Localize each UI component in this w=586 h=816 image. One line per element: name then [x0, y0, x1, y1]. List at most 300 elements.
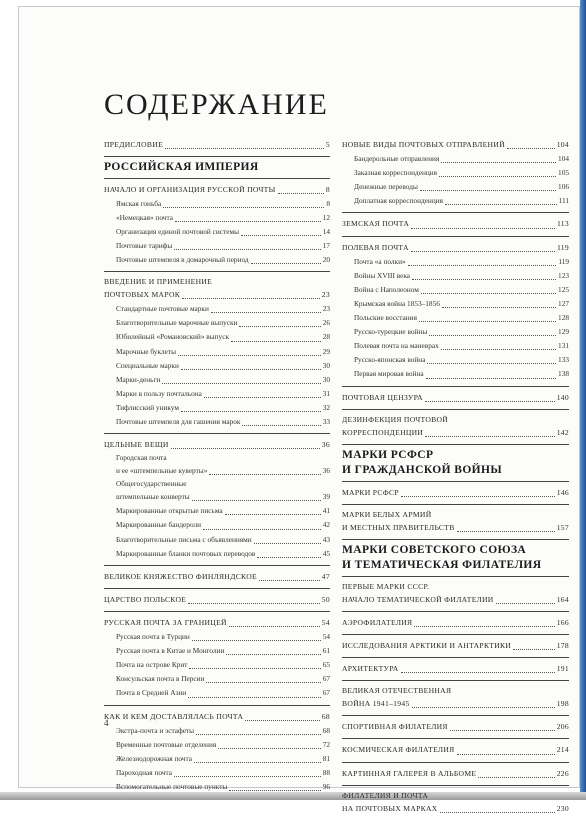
section-divider [342, 481, 569, 482]
dot-leader [188, 697, 320, 698]
toc-subentry [104, 644, 330, 658]
toc-page-number: 33 [322, 417, 330, 426]
dot-leader [251, 263, 321, 264]
toc-section-entry [104, 438, 330, 452]
toc-page-number: 111 [558, 196, 569, 206]
section-divider [104, 705, 330, 706]
toc-subentry [342, 311, 569, 325]
toc-entry-title: Благотворительные марочные выпуски [116, 318, 238, 328]
toc-subentry [104, 387, 330, 401]
toc-entry-title: Почтовые тарифы [116, 240, 173, 250]
toc-page-number: 128 [558, 313, 569, 323]
toc-entry-title: Тифлисский уникум [116, 402, 179, 412]
toc-subentry [104, 504, 330, 518]
toc-subentry [104, 345, 330, 359]
toc-entry-title: И МЕСТНЫХ ПРАВИТЕЛЬСТВ [342, 522, 455, 532]
dot-leader [412, 279, 556, 280]
toc-entry-title: НОВЫЕ ВИДЫ ПОЧТОВЫХ ОТПРАВЛЕНИЙ [342, 140, 505, 149]
toc-entry-line: ДЕЗИНФЕКЦИЯ ПОЧТОВОЙ [342, 414, 449, 424]
toc-entry-title: ЗЕМСКАЯ ПОЧТА [342, 219, 410, 229]
toc-section-entry [342, 593, 569, 607]
toc-subentry [342, 325, 569, 339]
toc-entry-title: Пароходная почта [116, 767, 173, 777]
dot-leader [231, 341, 321, 342]
toc-subentry [104, 211, 330, 225]
section-divider [342, 762, 569, 763]
toc-subentry [342, 339, 569, 353]
dot-leader [192, 640, 321, 641]
part-heading: РОССИЙСКАЯ ИМПЕРИЯ [104, 161, 259, 174]
dot-leader [408, 265, 557, 266]
toc-page-number: 140 [556, 392, 569, 402]
toc-subentry [104, 533, 330, 547]
toc-subentry [342, 367, 569, 381]
toc-entry-title: Организация единой почтовой системы [116, 226, 239, 236]
toc-page-number: 164 [556, 594, 569, 604]
dot-leader [419, 321, 556, 322]
toc-subentry [342, 283, 569, 297]
toc-page-number: 113 [556, 219, 569, 229]
toc-entry-line: ФИЛАТЕЛИЯ И ПОЧТА [342, 790, 429, 800]
toc-entry-title: Маркированные открытые письма [116, 506, 223, 516]
toc-subentry [104, 547, 330, 561]
toc-section-entry [342, 802, 569, 816]
dot-leader [411, 251, 555, 252]
dot-leader [421, 293, 556, 294]
dot-leader [218, 748, 320, 749]
toc-page-number: 96 [322, 781, 330, 791]
toc-entry-title: АРХИТЕКТУРА [342, 664, 399, 674]
dot-leader [496, 603, 555, 604]
toc-entry-title: КАК И КЕМ ДОСТАВЛЯЛАСЬ ПОЧТА [104, 711, 244, 721]
toc-section-entry [342, 391, 569, 405]
toc-subentry [342, 353, 569, 367]
part-heading: МАРКИ СОВЕТСКОГО СОЮЗА [342, 543, 527, 556]
toc-section-entry [342, 697, 569, 711]
toc-page-number: 28 [322, 332, 330, 342]
toc-subentry [104, 401, 330, 415]
dot-leader [189, 668, 320, 669]
dot-leader [188, 603, 320, 604]
toc-page-number: 54 [322, 632, 330, 642]
toc-page-number: 133 [558, 355, 569, 365]
toc-subentry [342, 297, 569, 311]
dot-leader [425, 436, 554, 437]
toc-entry-title: Маркированные бланки почтовых переводов [116, 548, 256, 558]
dot-leader [203, 529, 321, 530]
toc-page-number: 47 [321, 571, 330, 581]
toc-page-number: 30 [322, 374, 330, 384]
toc-page-number: 123 [558, 270, 569, 280]
dot-leader [175, 221, 321, 222]
toc-page-number: 61 [322, 646, 330, 656]
page-number: 4 [104, 718, 109, 728]
toc-entry-title: ЦАРСТВО ПОЛЬСКОЕ [104, 594, 187, 604]
toc-subentry [104, 780, 330, 794]
toc-subentry [104, 724, 330, 738]
toc-entry-title: АЭРОФИЛАТЕЛИЯ [342, 617, 413, 627]
part-heading: И ТЕМАТИЧЕСКАЯ ФИЛАТЕЛИЯ [342, 559, 542, 572]
toc-page-number: 36 [322, 466, 330, 476]
toc-subentry [104, 316, 330, 330]
dot-leader [429, 335, 556, 336]
toc-page-number: 119 [556, 242, 569, 252]
toc-subentry [104, 658, 330, 672]
toc-entry-title: ИССЛЕДОВАНИЯ АРКТИКИ И АНТАРКТИКИ [342, 641, 512, 651]
toc-page-number: 32 [322, 402, 330, 412]
toc-entry-title: Доплатная корреспонденция [354, 196, 443, 206]
section-divider [342, 444, 569, 445]
toc-entry-title: Временные почтовые отделения [116, 739, 217, 749]
section-divider [342, 634, 569, 635]
dot-leader [194, 762, 321, 763]
toc-subentry [342, 180, 569, 194]
toc-page-number: 12 [322, 212, 330, 222]
toc-section-entry [342, 743, 569, 757]
section-divider [342, 409, 569, 410]
dot-leader [478, 777, 554, 778]
toc-page-number: 119 [558, 256, 569, 266]
toc-entry-title: Почта «а полки» [354, 256, 406, 266]
section-divider [342, 576, 569, 577]
toc-section-entry [342, 767, 569, 781]
toc-subentry [104, 518, 330, 532]
dot-leader [411, 228, 555, 229]
toc-section-entry [342, 486, 569, 500]
toc-entry-title: Полевая почта на маневрах [354, 341, 439, 351]
section-divider [342, 785, 569, 786]
page-title: СОДЕРЖАНИЕ [104, 88, 329, 121]
section-divider [342, 657, 569, 658]
toc-entry-title: Война с Наполеоном [354, 284, 419, 294]
toc-entry-title: Марочные буклеты [116, 346, 176, 356]
dot-leader [441, 349, 556, 350]
toc-entry-title: ПОЧТОВЫХ МАРОК [104, 290, 181, 300]
toc-section-entry [342, 662, 569, 676]
dot-leader [206, 682, 320, 683]
toc-entry-title: Русская почта в Китае и Монголии [116, 646, 225, 656]
toc-page-number: 17 [322, 240, 330, 250]
section-divider [342, 680, 569, 681]
toc-entry-title: Марки-деньги [116, 374, 161, 384]
dot-leader [204, 397, 321, 398]
toc-page-number: 36 [321, 440, 330, 450]
toc-entry-title: ПРЕДИСЛОВИЕ [104, 140, 164, 149]
toc-page-number: 106 [558, 182, 569, 192]
toc-entry-title: Почта на острове Крит [116, 660, 188, 670]
section-divider [104, 588, 330, 589]
dot-leader [426, 378, 556, 379]
part-heading: И ГРАЖДАНСКОЙ ВОЙНЫ [342, 464, 503, 477]
toc-page-number: 105 [558, 168, 569, 178]
toc-entry-title: Войны XVIII века [354, 270, 411, 280]
toc-page-number: 191 [556, 664, 569, 674]
toc-entry-line: МАРКИ БЕЛЫХ АРМИЙ [342, 509, 432, 519]
section-divider [342, 738, 569, 739]
dot-leader [209, 474, 320, 475]
dot-leader [174, 249, 320, 250]
toc-page-number: 125 [558, 284, 569, 294]
toc-section-entry [342, 521, 569, 535]
toc-entry-title: Заказная корреспонденция [354, 168, 438, 178]
toc-page-number: 68 [322, 725, 330, 735]
book-edge [580, 0, 586, 800]
toc-page-number: 30 [322, 360, 330, 370]
toc-subentry [104, 197, 330, 211]
toc-left-column [104, 138, 330, 794]
dot-leader [427, 363, 556, 364]
toc-page-number: 198 [556, 699, 569, 709]
toc-page-number: 226 [556, 768, 569, 778]
section-divider [104, 565, 330, 566]
toc-page-number: 230 [556, 803, 569, 813]
toc-subentry [104, 630, 330, 644]
toc-entry-title: Ямская гоньба [116, 198, 162, 208]
toc-entry-title: «Немецкая» почта [116, 212, 173, 222]
part-heading: МАРКИ РСФСР [342, 448, 434, 461]
toc-entry-title: ПОЧТОВАЯ ЦЕНЗУРА [342, 392, 423, 402]
toc-entry-title: ЦЕЛЬНЫЕ ВЕЩИ [104, 440, 169, 450]
toc-section-entry [104, 183, 330, 197]
toc-entry-title: Почта в Средней Азии [116, 688, 187, 698]
toc-section-entry [342, 720, 569, 734]
toc-entry-title: НАЧАЛО И ОРГАНИЗАЦИЯ РУССКОЙ ПОЧТЫ [104, 184, 276, 194]
dot-leader [457, 754, 555, 755]
toc-entry-title: Марки в пользу почтальона [116, 388, 202, 398]
toc-subentry [104, 415, 330, 429]
toc-entry-title: РУССКАЯ ПОЧТА ЗА ГРАНИЦЕЙ [104, 617, 227, 627]
toc-subentry [342, 194, 569, 208]
toc-entry-title: МАРКИ РСФСР [342, 487, 399, 497]
toc-page-number: 131 [558, 341, 569, 351]
dot-leader [225, 514, 321, 515]
dot-leader [257, 557, 320, 558]
dot-leader [174, 776, 321, 777]
toc-section-entry [342, 217, 569, 231]
dot-leader [457, 531, 555, 532]
toc-entry-title: Стандартные почтовые марки [116, 304, 209, 314]
toc-subentry [342, 255, 569, 269]
toc-entry-title: Первая мировая война [354, 369, 424, 379]
toc-subentry [104, 373, 330, 387]
dot-leader [182, 298, 320, 299]
toc-page-number: 104 [558, 154, 569, 164]
toc-entry-title: Экстра-почта и эстафеты [116, 725, 195, 735]
toc-page-number: 166 [556, 617, 569, 627]
dot-leader [239, 326, 320, 327]
toc-page-number: 8 [326, 198, 330, 208]
toc-entry-title: Почтовые штемпеля в домарочный период [116, 255, 249, 265]
toc-entry-title: Железнодорожная почта [116, 753, 192, 763]
toc-page-number: 157 [556, 522, 569, 532]
toc-entry-title: Консульская почта в Персии [116, 674, 205, 684]
dot-leader [196, 734, 321, 735]
toc-subentry [104, 330, 330, 344]
toc-entry-title: КОСМИЧЕСКАЯ ФИЛАТЕЛИЯ [342, 745, 455, 755]
toc-page-number: 5 [325, 140, 330, 149]
toc-entry-title: НАЧАЛО ТЕМАТИЧЕСКОЙ ФИЛАТЕЛИИ [342, 594, 494, 604]
toc-entry-line: ПЕРВЫЕ МАРКИ СССР. [342, 581, 430, 591]
dot-leader [412, 707, 555, 708]
toc-right-column [342, 138, 569, 816]
toc-entry-title: Юбилейный «Романовский» выпуск [116, 332, 229, 342]
toc-page-number: 43 [322, 534, 330, 544]
toc-entry-title: Специальные марки [116, 360, 179, 370]
toc-subentry [104, 239, 330, 253]
dot-leader [226, 654, 320, 655]
toc-entry-title: КОРРЕСПОНДЕНЦИИ [342, 427, 424, 437]
toc-entry-title: Денежные переводы [354, 182, 418, 192]
toc-entry-title: КАРТИННАЯ ГАЛЕРЕЯ В АЛЬБОМЕ [342, 768, 477, 778]
dot-leader [441, 162, 556, 163]
toc-entry-line: ВЕЛИКАЯ ОТЕЧЕСТВЕННАЯ [342, 686, 452, 696]
toc-subentry [342, 166, 569, 180]
dot-leader [181, 369, 321, 370]
toc-section-entry [104, 710, 330, 724]
toc-entry-title: НА ПОЧТОВЫХ МАРКАХ [342, 803, 438, 813]
dot-leader [162, 383, 320, 384]
toc-page-number: 81 [322, 753, 330, 763]
toc-section-entry [104, 593, 330, 607]
toc-page-number: 206 [556, 722, 569, 732]
section-divider [342, 504, 569, 505]
dot-leader [439, 176, 556, 177]
dot-leader [425, 401, 555, 402]
toc-page-number: 39 [322, 492, 330, 502]
toc-page-number: 23 [321, 290, 330, 300]
toc-entry-title: штемпельные конверты [116, 492, 190, 502]
toc-page-number: 23 [322, 304, 330, 314]
toc-subentry [104, 766, 330, 780]
section-divider [342, 212, 569, 213]
section-divider [104, 433, 330, 434]
toc-entry-title: Почтовые штемпеля для гашения марок [116, 417, 241, 426]
dot-leader [442, 307, 556, 308]
toc-page-number: 67 [322, 688, 330, 698]
toc-subentry [104, 464, 330, 478]
toc-page-number: 127 [558, 298, 569, 308]
toc-page-number: 50 [321, 594, 330, 604]
dot-leader [211, 312, 321, 313]
dot-leader [414, 626, 554, 627]
toc-page-number: 41 [322, 506, 330, 516]
toc-subentry [104, 490, 330, 504]
toc-section-entry [104, 288, 330, 302]
toc-page-number: 26 [322, 318, 330, 328]
toc-page-number: 129 [558, 327, 569, 337]
toc-section-entry [342, 138, 569, 152]
dot-leader [259, 580, 320, 581]
dot-leader [241, 235, 321, 236]
dot-leader [254, 543, 321, 544]
dot-leader [178, 355, 321, 356]
toc-section-entry [342, 639, 569, 653]
toc-page-number: 65 [322, 660, 330, 670]
toc-entry-line: Общегосударственные [116, 479, 187, 489]
toc-entry-title: ВОЙНА 1941–1945 [342, 699, 410, 709]
toc-entry-line: Городская почта [116, 453, 167, 463]
dot-leader [450, 730, 555, 731]
section-divider [104, 271, 330, 272]
toc-subentry [104, 302, 330, 316]
toc-section-entry [342, 241, 569, 255]
dot-leader [245, 720, 320, 721]
section-divider [342, 236, 569, 237]
dot-leader [401, 496, 555, 497]
toc-entry-title: Благотворительные письма с объявлениями [116, 534, 252, 544]
toc-page-number: 88 [322, 767, 330, 777]
toc-page-number: 178 [556, 641, 569, 651]
toc-entry-title: ПОЛЕВАЯ ПОЧТА [342, 242, 409, 252]
toc-page-number: 42 [322, 520, 330, 530]
toc-entry-title: Русско-японская война [354, 355, 426, 365]
toc-page-number: 68 [321, 711, 330, 721]
toc-section-entry [342, 616, 569, 630]
toc-page-number: 214 [556, 745, 569, 755]
section-divider [104, 156, 330, 157]
toc-subentry [104, 752, 330, 766]
toc-entry-title: Русско-турецкие войны [354, 327, 428, 337]
dot-leader [163, 207, 324, 208]
toc-subentry [342, 152, 569, 166]
toc-page-number: 54 [321, 617, 330, 627]
toc-subentry [104, 225, 330, 239]
toc-page-number: 104 [556, 140, 569, 149]
section-divider [104, 611, 330, 612]
toc-section-entry [342, 426, 569, 440]
toc-subentry [104, 738, 330, 752]
toc-entry-title: Русская почта в Турции [116, 632, 190, 642]
toc-page-number: 146 [556, 487, 569, 497]
dot-leader [507, 148, 555, 149]
toc-page-number: 31 [322, 388, 330, 398]
toc-section-entry [104, 138, 330, 152]
toc-subentry [104, 686, 330, 700]
toc-subentry [104, 253, 330, 267]
toc-subentry [104, 672, 330, 686]
toc-page-number: 72 [322, 739, 330, 749]
toc-section-entry [104, 616, 330, 630]
dot-leader [165, 148, 324, 149]
dot-leader [192, 500, 321, 501]
toc-subentry [104, 359, 330, 373]
toc-entry-title: Польские восстания [354, 313, 417, 323]
toc-page-number: 29 [322, 346, 330, 356]
dot-leader [401, 672, 555, 673]
dot-leader [278, 193, 324, 194]
toc-page-number: 142 [556, 427, 569, 437]
toc-page-number: 138 [558, 369, 569, 379]
section-divider [342, 539, 569, 540]
toc-entry-line: ВВЕДЕНИЕ И ПРИМЕНЕНИЕ [104, 277, 213, 287]
toc-entry-title: Крымская война 1853–1856 [354, 298, 440, 308]
toc-entry-title: и ее «штемпельные куверты» [116, 466, 208, 476]
dot-leader [229, 790, 320, 791]
section-divider [342, 611, 569, 612]
section-divider [104, 178, 330, 179]
toc-entry-title: СПОРТИВНАЯ ФИЛАТЕЛИЯ [342, 722, 448, 732]
toc-entry-title: Маркированные бандероли [116, 520, 202, 530]
dot-leader [181, 411, 321, 412]
toc-page-number: 45 [322, 548, 330, 558]
section-divider [342, 386, 569, 387]
dot-leader [420, 190, 556, 191]
dot-leader [440, 812, 555, 813]
dot-leader [513, 649, 555, 650]
toc-page-number: 67 [322, 674, 330, 684]
dot-leader [229, 626, 320, 627]
toc-page-number: 20 [322, 255, 330, 265]
